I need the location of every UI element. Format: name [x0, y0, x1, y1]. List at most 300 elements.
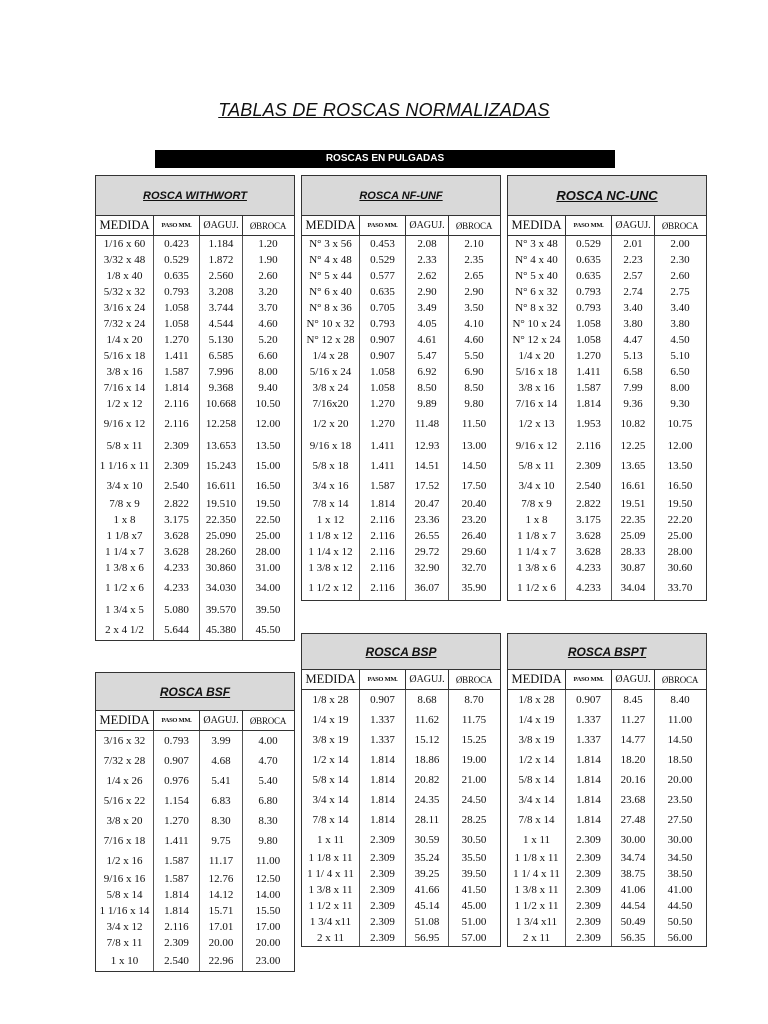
col-broca-cell: 3.80: [670, 317, 690, 330]
col-paso-cell: 2.309: [566, 456, 612, 476]
col-aguj-header: ØAGUJ.: [406, 670, 449, 689]
col-paso-cell: 1.411: [566, 364, 612, 380]
col-aguj-header: ØAGUJ.: [406, 216, 449, 235]
col-paso-cell: 1.058: [360, 364, 406, 380]
col-broca-cell: 38.50: [667, 867, 693, 880]
col-broca-cell: 2.10: [464, 237, 484, 250]
col-broca-cell: 34.50: [667, 851, 693, 864]
col-aguj-cell: 4.68: [200, 751, 243, 771]
col-broca-cell: 45.00: [461, 899, 487, 912]
table-row: [302, 476, 500, 496]
col-paso-cell: 2.309: [566, 882, 612, 898]
col-medida-cell: 7/8 x 14: [508, 810, 566, 830]
col-paso-cell: 2.309: [566, 866, 612, 882]
col-broca-cell: 8.70: [464, 693, 484, 706]
col-aguj-cell: 17.52: [406, 476, 449, 496]
col-medida-cell: 5/16 x 24: [302, 364, 360, 380]
col-paso-cell: 3.628: [154, 544, 200, 560]
col-broca-cell: 4.60: [258, 317, 278, 330]
table-row: [508, 830, 706, 850]
table-title: ROSCA WITHWORT: [96, 176, 294, 216]
col-medida-cell: N° 12 x 24: [508, 332, 566, 348]
col-broca-cell: 4.00: [258, 734, 278, 747]
col-broca-cell: 4.60: [464, 333, 484, 346]
table-row: [302, 284, 500, 300]
col-medida-cell: 1 1/8 x 7: [508, 528, 566, 544]
col-paso-cell: 2.309: [566, 914, 612, 930]
col-medida-cell: 1/4 x 20: [96, 332, 154, 348]
col-broca-cell: 28.00: [667, 545, 693, 558]
col-broca-cell: 18.50: [667, 753, 693, 766]
col-medida-cell: 7/8 x 9: [508, 496, 566, 512]
col-broca-cell: 29.60: [461, 545, 487, 558]
table-row: [302, 268, 500, 284]
col-aguj-cell: 22.35: [612, 512, 655, 528]
col-medida-cell: 1 1/2 x 12: [302, 576, 360, 600]
column-header-row: [508, 670, 706, 690]
table-rosca-nf-unf: [301, 175, 501, 601]
col-paso-cell: 0.635: [566, 268, 612, 284]
col-broca-cell: 11.75: [461, 713, 487, 726]
column-header-row: [302, 670, 500, 690]
col-aguj-cell: 18.20: [612, 750, 655, 770]
col-paso-cell: 1.587: [154, 364, 200, 380]
col-broca-cell: 6.80: [258, 794, 278, 807]
table-row: [302, 850, 500, 866]
col-aguj-cell: 9.36: [612, 396, 655, 412]
table-row: [302, 332, 500, 348]
col-medida-header: MEDIDA: [96, 216, 154, 235]
col-medida-cell: 1/4 x 19: [508, 710, 566, 730]
col-broca-cell: 5.40: [258, 774, 278, 787]
col-broca-cell: 45.50: [255, 623, 281, 636]
col-medida-cell: 3/8 x 16: [96, 364, 154, 380]
col-aguj-cell: 20.82: [406, 770, 449, 790]
table-row: [508, 268, 706, 284]
col-paso-cell: 2.540: [154, 476, 200, 496]
col-medida-cell: 5/16 x 22: [96, 791, 154, 811]
col-paso-cell: 3.175: [154, 512, 200, 528]
table-row: [508, 810, 706, 830]
col-aguj-cell: 6.83: [200, 791, 243, 811]
col-paso-cell: 1.337: [360, 730, 406, 750]
col-medida-cell: 5/8 x 14: [302, 770, 360, 790]
col-aguj-cell: 12.258: [200, 412, 243, 436]
col-medida-cell: 3/4 x 14: [302, 790, 360, 810]
col-aguj-cell: 7.996: [200, 364, 243, 380]
col-paso-cell: 3.628: [566, 528, 612, 544]
col-paso-cell: 2.116: [360, 512, 406, 528]
table-row: [96, 903, 294, 919]
col-aguj-cell: 28.33: [612, 544, 655, 560]
col-broca-cell: 17.00: [255, 920, 281, 933]
table-row: [508, 364, 706, 380]
table-row: [96, 496, 294, 512]
col-broca-cell: 1.90: [258, 253, 278, 266]
table-row: [96, 731, 294, 751]
col-medida-cell: 1 x 11: [302, 830, 360, 850]
col-broca-cell: 4.50: [670, 333, 690, 346]
col-medida-cell: 1 3/8 x 11: [302, 882, 360, 898]
col-paso-cell: 2.309: [566, 930, 612, 946]
table-row: [302, 544, 500, 560]
col-medida-cell: 1 3/4 x11: [302, 914, 360, 930]
col-medida-cell: N° 4 x 40: [508, 252, 566, 268]
table-row: [302, 528, 500, 544]
table-row: [302, 830, 500, 850]
col-aguj-header: ØAGUJ.: [200, 216, 243, 235]
col-paso-cell: 0.577: [360, 268, 406, 284]
table-row: [96, 560, 294, 576]
col-medida-cell: N° 6 x 32: [508, 284, 566, 300]
col-aguj-cell: 30.87: [612, 560, 655, 576]
col-medida-cell: 3/8 x 20: [96, 811, 154, 831]
table-row: [508, 790, 706, 810]
col-paso-cell: 2.309: [566, 898, 612, 914]
col-medida-cell: 7/32 x 24: [96, 316, 154, 332]
col-paso-cell: 1.814: [566, 396, 612, 412]
col-paso-cell: 1.814: [566, 790, 612, 810]
col-paso-cell: 0.423: [154, 236, 200, 252]
col-paso-cell: 2.309: [360, 882, 406, 898]
col-paso-cell: 1.411: [154, 831, 200, 851]
table-row: [508, 284, 706, 300]
col-broca-cell: 51.00: [461, 915, 487, 928]
col-medida-cell: 3/8 x 19: [508, 730, 566, 750]
col-aguj-cell: 34.74: [612, 850, 655, 866]
table-row: [302, 810, 500, 830]
table-row: [302, 364, 500, 380]
col-aguj-cell: 29.72: [406, 544, 449, 560]
col-aguj-cell: 8.45: [612, 690, 655, 710]
table-row: [96, 951, 294, 971]
col-broca-cell: 22.50: [255, 513, 281, 526]
table-row: [508, 316, 706, 332]
table-row: [96, 935, 294, 951]
col-medida-cell: N° 8 x 36: [302, 300, 360, 316]
col-paso-header: PASO MM.: [154, 216, 200, 235]
col-aguj-cell: 14.77: [612, 730, 655, 750]
col-paso-cell: 2.540: [154, 951, 200, 971]
table-row: [96, 544, 294, 560]
col-broca-header: ØBROCA: [249, 220, 287, 231]
col-paso-cell: 2.116: [566, 436, 612, 456]
col-broca-cell: 12.00: [255, 417, 281, 430]
col-broca-cell: 44.50: [667, 899, 693, 912]
col-paso-cell: 1.270: [154, 332, 200, 348]
col-paso-cell: 1.337: [566, 710, 612, 730]
col-medida-header: MEDIDA: [302, 216, 360, 235]
col-paso-cell: 2.116: [154, 412, 200, 436]
col-medida-cell: 7/8 x 14: [302, 496, 360, 512]
col-paso-cell: 3.628: [566, 544, 612, 560]
col-paso-cell: 0.453: [360, 236, 406, 252]
table-row: [302, 914, 500, 930]
col-aguj-cell: 20.00: [200, 935, 243, 951]
table-row: [96, 887, 294, 903]
col-broca-header: ØBROCA: [455, 674, 493, 685]
col-paso-header: PASO MM.: [360, 216, 406, 235]
table-title: ROSCA BSP: [302, 634, 500, 670]
col-broca-cell: 5.20: [258, 333, 278, 346]
table-row: [302, 380, 500, 396]
col-broca-cell: 15.00: [255, 459, 281, 472]
col-paso-cell: 5.644: [154, 620, 200, 640]
table-row: [302, 348, 500, 364]
col-medida-cell: 1/8 x 28: [302, 690, 360, 710]
table-row: [96, 236, 294, 252]
col-medida-cell: N° 3 x 48: [508, 236, 566, 252]
col-paso-cell: 0.635: [360, 284, 406, 300]
col-paso-cell: 0.529: [566, 236, 612, 252]
col-paso-cell: 0.793: [154, 731, 200, 751]
col-paso-cell: 0.793: [566, 284, 612, 300]
col-paso-cell: 1.814: [566, 770, 612, 790]
column-header-row: [302, 216, 500, 236]
col-medida-cell: 5/8 x 18: [302, 456, 360, 476]
col-medida-cell: 1 3/4 x11: [508, 914, 566, 930]
col-aguj-cell: 23.68: [612, 790, 655, 810]
col-medida-cell: 1 3/8 x 11: [508, 882, 566, 898]
table-row: [508, 496, 706, 512]
col-aguj-cell: 30.59: [406, 830, 449, 850]
col-aguj-cell: 4.05: [406, 316, 449, 332]
table-row: [96, 396, 294, 412]
table-row: [508, 380, 706, 396]
col-medida-cell: 3/8 x 24: [302, 380, 360, 396]
col-aguj-cell: 15.243: [200, 456, 243, 476]
col-medida-cell: 3/4 x 14: [508, 790, 566, 810]
table-row: [96, 600, 294, 620]
col-broca-cell: 3.40: [670, 301, 690, 314]
col-aguj-header: ØAGUJ.: [612, 670, 655, 689]
col-medida-cell: 1 x 11: [508, 830, 566, 850]
col-paso-cell: 4.233: [566, 576, 612, 600]
col-broca-cell: 56.00: [667, 931, 693, 944]
col-paso-cell: 1.058: [360, 380, 406, 396]
col-paso-cell: 1.814: [566, 750, 612, 770]
col-broca-cell: 20.40: [461, 497, 487, 510]
col-aguj-cell: 2.90: [406, 284, 449, 300]
col-aguj-cell: 15.12: [406, 730, 449, 750]
col-medida-cell: 1 1/ 4 x 11: [302, 866, 360, 882]
col-medida-header: MEDIDA: [508, 670, 566, 689]
table-row: [302, 396, 500, 412]
table-title: ROSCA BSPT: [508, 634, 706, 670]
table-row: [508, 528, 706, 544]
col-paso-cell: 5.080: [154, 600, 200, 620]
col-broca-cell: 9.40: [258, 381, 278, 394]
col-broca-cell: 34.00: [255, 581, 281, 594]
col-aguj-cell: 38.75: [612, 866, 655, 882]
col-broca-cell: 13.50: [667, 459, 693, 472]
table-row: [302, 690, 500, 710]
col-medida-cell: 1 1/16 x 11: [96, 456, 154, 476]
table-row: [302, 236, 500, 252]
col-medida-cell: 1 1/2 x 11: [302, 898, 360, 914]
col-medida-cell: 9/16 x 16: [96, 871, 154, 887]
col-aguj-header: ØAGUJ.: [200, 711, 243, 730]
table-row: [302, 512, 500, 528]
col-aguj-cell: 44.54: [612, 898, 655, 914]
col-medida-cell: 5/8 x 14: [96, 887, 154, 903]
col-broca-cell: 57.00: [461, 931, 487, 944]
col-broca-cell: 2.00: [670, 237, 690, 250]
table-row: [302, 930, 500, 946]
col-paso-cell: 1.814: [360, 810, 406, 830]
table-row: [508, 456, 706, 476]
table-title: ROSCA NC-UNC: [508, 176, 706, 216]
col-paso-cell: 2.116: [360, 576, 406, 600]
col-broca-cell: 13.00: [461, 439, 487, 452]
table-row: [96, 348, 294, 364]
col-medida-cell: 1/8 x 28: [508, 690, 566, 710]
col-aguj-cell: 35.24: [406, 850, 449, 866]
col-medida-cell: 1 1/16 x 14: [96, 903, 154, 919]
col-broca-cell: 41.50: [461, 883, 487, 896]
col-broca-cell: 15.50: [255, 904, 281, 917]
col-paso-cell: 1.814: [154, 903, 200, 919]
col-broca-cell: 3.50: [464, 301, 484, 314]
col-aguj-cell: 12.76: [200, 871, 243, 887]
col-medida-cell: 3/16 x 32: [96, 731, 154, 751]
table-row: [302, 882, 500, 898]
col-paso-cell: 2.309: [360, 850, 406, 866]
table-row: [508, 576, 706, 600]
col-paso-cell: 0.907: [566, 690, 612, 710]
col-broca-cell: 3.20: [258, 285, 278, 298]
col-medida-cell: 5/32 x 32: [96, 284, 154, 300]
col-broca-cell: 12.00: [667, 439, 693, 452]
col-broca-cell: 35.90: [461, 581, 487, 594]
table-row: [508, 512, 706, 528]
col-aguj-cell: 39.25: [406, 866, 449, 882]
col-medida-cell: 1 3/8 x 6: [508, 560, 566, 576]
col-broca-cell: 19.00: [461, 753, 487, 766]
col-aguj-cell: 2.57: [612, 268, 655, 284]
col-aguj-cell: 25.09: [612, 528, 655, 544]
col-medida-cell: 9/16 x 12: [508, 436, 566, 456]
col-medida-cell: N° 10 x 32: [302, 316, 360, 332]
col-medida-cell: 3/4 x 10: [96, 476, 154, 496]
col-medida-cell: 1/2 x 14: [302, 750, 360, 770]
col-paso-cell: 2.116: [154, 396, 200, 412]
col-aguj-cell: 13.65: [612, 456, 655, 476]
col-aguj-cell: 56.35: [612, 930, 655, 946]
col-aguj-cell: 13.653: [200, 436, 243, 456]
col-aguj-header: ØAGUJ.: [612, 216, 655, 235]
col-broca-cell: 4.10: [464, 317, 484, 330]
table-row: [508, 882, 706, 898]
col-medida-cell: 2 x 11: [302, 930, 360, 946]
col-broca-cell: 8.50: [464, 381, 484, 394]
col-paso-cell: 0.907: [154, 751, 200, 771]
col-broca-cell: 20.00: [667, 773, 693, 786]
col-medida-cell: N° 12 x 28: [302, 332, 360, 348]
table-row: [508, 710, 706, 730]
col-broca-cell: 2.60: [670, 269, 690, 282]
col-aguj-cell: 36.07: [406, 576, 449, 600]
col-medida-cell: N° 3 x 56: [302, 236, 360, 252]
col-medida-cell: 1 1/4 x 7: [508, 544, 566, 560]
table-row: [96, 791, 294, 811]
col-broca-cell: 5.50: [464, 349, 484, 362]
table-row: [508, 412, 706, 436]
col-medida-cell: 5/8 x 14: [508, 770, 566, 790]
col-medida-cell: 3/16 x 24: [96, 300, 154, 316]
col-aguj-cell: 11.17: [200, 851, 243, 871]
table-row: [96, 811, 294, 831]
col-aguj-cell: 11.48: [406, 412, 449, 436]
table-row: [508, 850, 706, 866]
col-aguj-cell: 34.030: [200, 576, 243, 600]
table-row: [96, 620, 294, 640]
col-broca-cell: 19.50: [255, 497, 281, 510]
table-row: [508, 866, 706, 882]
col-aguj-cell: 12.25: [612, 436, 655, 456]
col-aguj-cell: 11.62: [406, 710, 449, 730]
table-row: [302, 496, 500, 512]
col-aguj-cell: 3.49: [406, 300, 449, 316]
col-paso-cell: 1.814: [154, 887, 200, 903]
col-broca-cell: 3.70: [258, 301, 278, 314]
col-medida-cell: N° 8 x 32: [508, 300, 566, 316]
col-broca-cell: 10.50: [255, 397, 281, 410]
col-aguj-cell: 26.55: [406, 528, 449, 544]
col-broca-cell: 28.00: [255, 545, 281, 558]
col-paso-cell: 1.814: [360, 790, 406, 810]
col-medida-cell: 1/4 x 28: [302, 348, 360, 364]
col-broca-cell: 25.00: [255, 529, 281, 542]
col-broca-cell: 11.50: [461, 417, 487, 430]
col-aguj-cell: 41.06: [612, 882, 655, 898]
col-aguj-cell: 28.11: [406, 810, 449, 830]
column-header-row: [96, 711, 294, 731]
col-aguj-cell: 16.611: [200, 476, 243, 496]
col-medida-cell: 2 x 4 1/2: [96, 620, 154, 640]
col-paso-cell: 2.309: [360, 866, 406, 882]
col-medida-cell: 3/4 x 12: [96, 919, 154, 935]
col-paso-cell: 2.309: [154, 935, 200, 951]
col-paso-cell: 4.233: [566, 560, 612, 576]
col-broca-cell: 23.50: [667, 793, 693, 806]
col-aguj-cell: 32.90: [406, 560, 449, 576]
col-aguj-cell: 7.99: [612, 380, 655, 396]
col-paso-cell: 1.058: [566, 332, 612, 348]
col-medida-cell: 3/32 x 48: [96, 252, 154, 268]
col-broca-cell: 6.60: [258, 349, 278, 362]
col-aguj-cell: 5.13: [612, 348, 655, 364]
col-medida-cell: 7/8 x 11: [96, 935, 154, 951]
col-broca-cell: 27.50: [667, 813, 693, 826]
table-row: [96, 919, 294, 935]
table-row: [302, 436, 500, 456]
table-row: [508, 730, 706, 750]
col-paso-cell: 1.411: [154, 348, 200, 364]
col-broca-cell: 2.35: [464, 253, 484, 266]
col-paso-cell: 1.587: [360, 476, 406, 496]
col-aguj-cell: 2.01: [612, 236, 655, 252]
col-medida-cell: 1 1/8 x7: [96, 528, 154, 544]
col-aguj-cell: 8.68: [406, 690, 449, 710]
col-aguj-cell: 34.04: [612, 576, 655, 600]
col-aguj-cell: 4.47: [612, 332, 655, 348]
col-paso-cell: 0.635: [566, 252, 612, 268]
col-aguj-cell: 10.82: [612, 412, 655, 436]
col-broca-cell: 10.75: [667, 417, 693, 430]
col-aguj-cell: 19.51: [612, 496, 655, 512]
col-aguj-cell: 51.08: [406, 914, 449, 930]
